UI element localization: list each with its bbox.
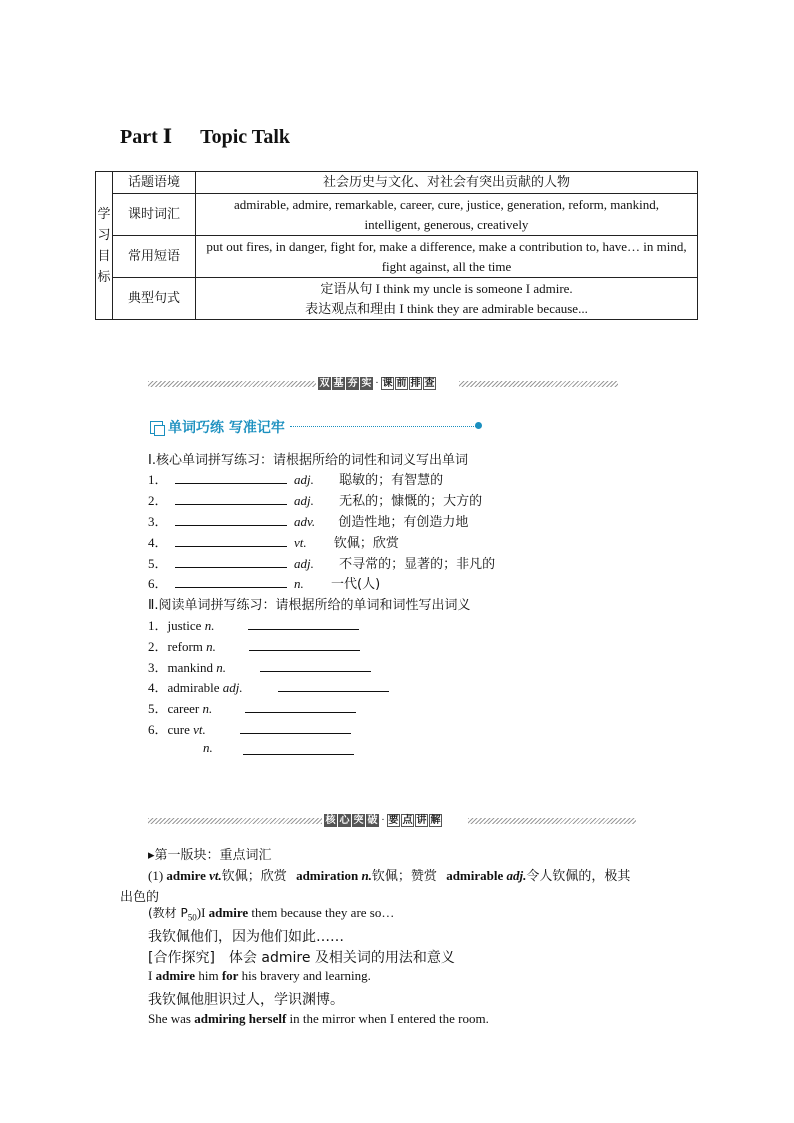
- item-pos: n.: [202, 701, 213, 716]
- example-translation: 我钦佩他们，因为他们如此……: [148, 929, 344, 945]
- section-heading-text: 单词巧练 写准记牢: [168, 420, 285, 436]
- list-item: [148, 469, 443, 488]
- block-title: ▸第一版块：重点词汇: [148, 848, 272, 863]
- item-number: 2．: [148, 493, 168, 508]
- item-number: 3．: [148, 514, 168, 529]
- vocab-pos: n.: [361, 868, 372, 883]
- banner-tag: 基: [333, 378, 344, 389]
- explore-heading: [合作探究] 体会 admire 及相关词的用法和意义: [148, 950, 455, 966]
- item-pos: adj.: [294, 472, 314, 487]
- item-number: 5．: [148, 556, 168, 571]
- item-pos: n.: [203, 740, 213, 755]
- example-keyword: admire: [155, 968, 196, 983]
- item-word: reform: [167, 639, 203, 654]
- answer-blank[interactable]: [175, 575, 287, 588]
- row-label: 话题语境: [113, 172, 196, 194]
- list-item: [203, 740, 213, 756]
- item-pos: n.: [206, 639, 216, 654]
- answer-blank[interactable]: [240, 721, 351, 734]
- table-row: [96, 278, 698, 320]
- list-item: [148, 636, 216, 655]
- vocab-meaning: 令人钦佩的，极其: [526, 869, 631, 884]
- table-row: [96, 236, 698, 278]
- answer-blank[interactable]: [175, 534, 287, 547]
- item-pos: vt.: [294, 535, 307, 550]
- heading-dotted-rule: [290, 426, 476, 427]
- item-word: mankind: [167, 660, 214, 675]
- square-icon: [150, 421, 163, 434]
- side-label-cell: [96, 172, 113, 320]
- item-number: 3．: [148, 660, 168, 675]
- row-content: [196, 278, 698, 320]
- list-item: [148, 657, 226, 676]
- example-text: I: [201, 905, 209, 920]
- banner-tag: 核: [325, 815, 336, 826]
- vocab-word: admiration: [296, 868, 359, 883]
- vocab-word: admirable: [446, 868, 504, 883]
- banner-tag: 点: [402, 815, 413, 826]
- banner-tag: 双: [319, 378, 330, 389]
- item-pos: n.: [294, 576, 304, 591]
- topic-label: Topic Talk: [200, 126, 290, 148]
- section-heading: [150, 417, 285, 437]
- banner-tag: 讲: [416, 815, 427, 826]
- item-meaning: 一代(人): [331, 577, 381, 592]
- row-content-line: 定语从句 I think my uncle is someone I admire.: [320, 280, 573, 296]
- banner-tag: 排: [410, 378, 421, 389]
- answer-blank[interactable]: [175, 492, 287, 505]
- item-pos: adj.: [294, 556, 314, 571]
- banner-rule: [468, 818, 636, 824]
- heading-dot: [475, 422, 482, 429]
- item-number: 2．: [148, 639, 168, 654]
- textbook-label: (教材 P: [148, 906, 188, 920]
- objectives-table: [95, 171, 698, 320]
- row-label: 常用短语: [113, 236, 196, 278]
- item-pos: n.: [204, 618, 215, 633]
- list-item: [148, 511, 468, 530]
- list-item: [148, 698, 212, 717]
- item-pos: adj.: [222, 680, 243, 695]
- example-text: them because they are so…: [248, 905, 395, 920]
- answer-blank[interactable]: [278, 679, 389, 692]
- table-row: [96, 194, 698, 236]
- banner-tag: 前: [396, 378, 407, 389]
- row-label: 课时词汇: [113, 194, 196, 236]
- item-number: 6．: [148, 722, 168, 737]
- example-text: him: [195, 968, 222, 983]
- banner-tags: [318, 377, 436, 390]
- example-keyword: admire: [208, 905, 249, 920]
- item-pos: adj.: [294, 493, 314, 508]
- banner-separator: ·: [375, 377, 379, 389]
- list-item: [148, 532, 399, 551]
- banner-tag: 突: [353, 815, 364, 826]
- textbook-close: ): [196, 905, 202, 920]
- example-sentence: [148, 1011, 489, 1027]
- example-text: She was: [148, 1011, 195, 1026]
- page-title: [120, 124, 290, 149]
- item-word: justice: [167, 618, 202, 633]
- banner-rule: [148, 381, 316, 387]
- answer-blank[interactable]: [175, 513, 287, 526]
- example-sentence: [148, 968, 371, 984]
- banner-separator: ·: [381, 814, 385, 826]
- item-meaning: 聪敏的；有智慧的: [339, 473, 444, 488]
- banner-tag: 要: [388, 815, 399, 826]
- example-text: I: [148, 968, 156, 983]
- item-meaning: 钦佩；欣赏: [333, 536, 399, 551]
- textbook-page: 50: [187, 912, 197, 923]
- list-item: [148, 490, 482, 509]
- item-pos: n.: [216, 660, 227, 675]
- section-banner: [148, 377, 618, 391]
- exercise1-instruction: Ⅰ.核心单词拼写练习：请根据所给的词性和词义写出单词: [148, 453, 468, 468]
- item-meaning: 创造性地；有创造力地: [338, 515, 469, 530]
- vocab-meaning: 钦佩；赞赏: [371, 869, 437, 884]
- side-label: 学习目标: [97, 206, 111, 285]
- entry-number: (1): [148, 868, 167, 883]
- answer-blank[interactable]: [260, 659, 371, 672]
- answer-blank[interactable]: [243, 742, 354, 755]
- list-item: [148, 553, 495, 572]
- row-content: put out fires, in danger, fight for, make a difference, make a contribution to, have… in mind, fight against, all the time: [196, 236, 698, 278]
- banner-tag: 心: [339, 815, 350, 826]
- example-translation: 我钦佩他胆识过人，学识渊博。: [148, 992, 344, 1008]
- example-keyword: for: [221, 968, 239, 983]
- list-item: [148, 615, 214, 634]
- banner-tag: 夯: [347, 378, 358, 389]
- item-word: career: [167, 701, 200, 716]
- row-content: 社会历史与文化、对社会有突出贡献的人物: [196, 172, 698, 194]
- item-number: 4．: [148, 680, 168, 695]
- banner-tag: 破: [367, 815, 378, 826]
- list-item: [148, 677, 243, 696]
- item-pos: adv.: [294, 514, 316, 529]
- vocab-word: admire: [166, 868, 206, 883]
- banner-tag: 课: [382, 378, 393, 389]
- banner-tags: [324, 814, 442, 827]
- part-label: Part Ⅰ: [120, 126, 173, 148]
- answer-blank[interactable]: [249, 638, 360, 651]
- banner-tag: 查: [424, 378, 435, 389]
- item-number: 1．: [148, 618, 168, 633]
- exercise2-instruction: Ⅱ.阅读单词拼写练习：请根据所给的单词和词性写出词义: [148, 598, 471, 613]
- item-number: 4．: [148, 535, 168, 550]
- vocab-meaning-cont: 出色的: [120, 890, 160, 905]
- vocab-entry: [148, 865, 630, 884]
- list-item: [148, 719, 206, 738]
- answer-blank[interactable]: [248, 617, 359, 630]
- banner-rule: [459, 381, 618, 387]
- row-label: 典型句式: [113, 278, 196, 320]
- banner-rule: [148, 818, 322, 824]
- row-content-line: 表达观点和理由 I think they are admirable because...: [305, 300, 588, 316]
- item-number: 1．: [148, 472, 168, 487]
- example-text: his bravery and learning.: [238, 968, 371, 983]
- banner-tag: 解: [430, 815, 441, 826]
- banner-tag: 实: [361, 378, 372, 389]
- item-meaning: 不寻常的；显著的；非凡的: [339, 557, 496, 572]
- row-content: admirable, admire, remarkable, career, cure, justice, generation, reform, mankind, intelligent, generous, creatively: [196, 194, 698, 236]
- section-banner: [148, 814, 618, 828]
- vocab-pos: adj.: [506, 868, 527, 883]
- table-row: [96, 172, 698, 194]
- item-number: 6．: [148, 576, 168, 591]
- vocab-pos: vt.: [209, 868, 222, 883]
- example-text: in the mirror when I entered the room.: [286, 1011, 489, 1026]
- answer-blank[interactable]: [175, 555, 287, 568]
- item-meaning: 无私的；慷慨的；大方的: [339, 494, 483, 509]
- textbook-example: [148, 904, 394, 923]
- answer-blank[interactable]: [245, 700, 356, 713]
- item-number: 5．: [148, 701, 168, 716]
- item-pos: vt.: [193, 722, 206, 737]
- list-item: [148, 573, 380, 592]
- item-word: admirable: [167, 680, 220, 695]
- example-keyword: admiring herself: [194, 1011, 287, 1026]
- vocab-meaning: 钦佩；欣赏: [221, 869, 287, 884]
- answer-blank[interactable]: [175, 471, 287, 484]
- item-word: cure: [167, 722, 190, 737]
